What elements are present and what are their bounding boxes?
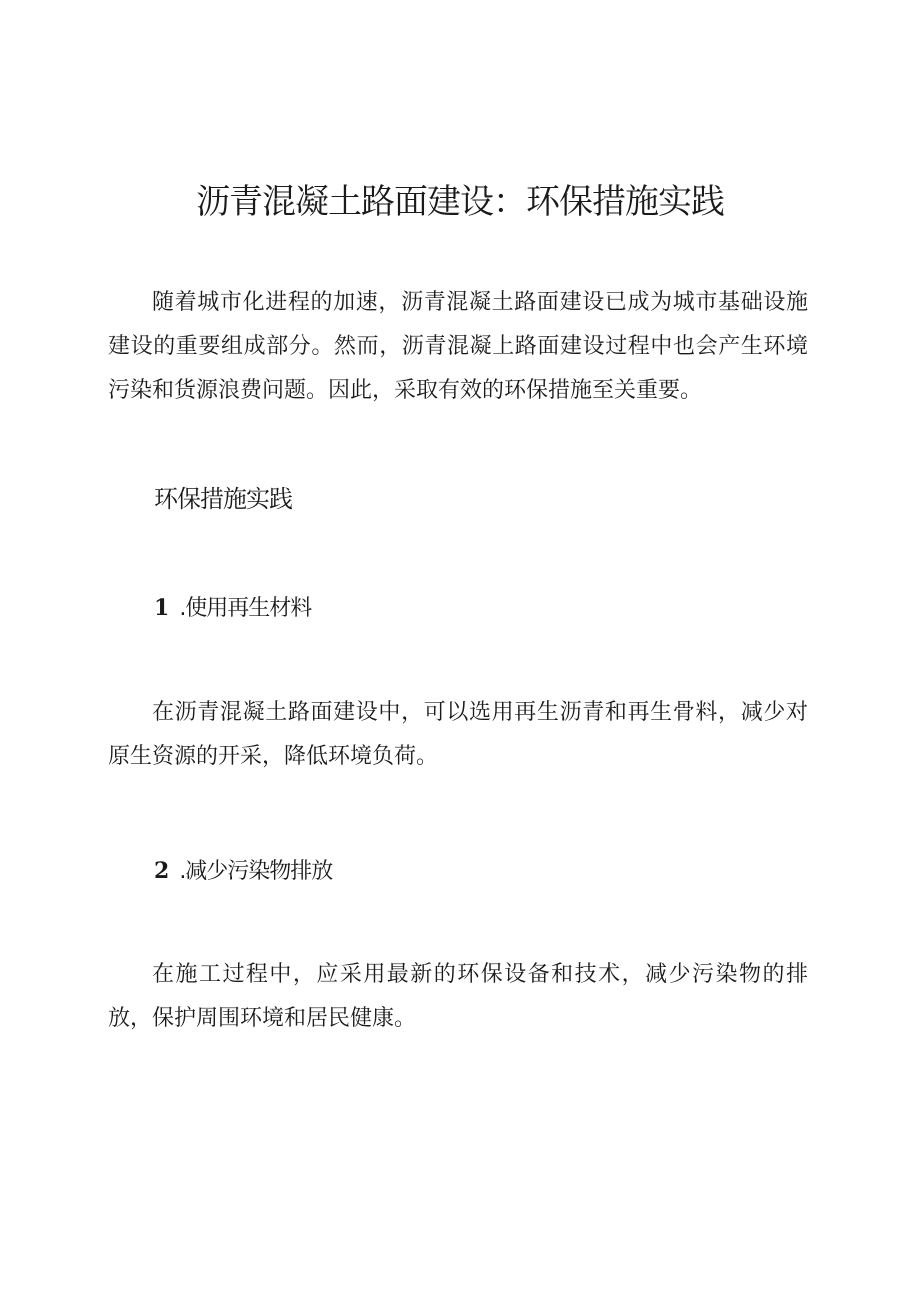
item-number: 1 xyxy=(154,595,170,621)
section-heading: 环保措施实践 xyxy=(154,485,292,513)
item-heading xyxy=(154,855,332,888)
item-heading xyxy=(154,592,311,625)
intro-paragraph: 随着城市化进程的加速，沥青混凝土路面建设已成为城市基础设施建设的重要组成部分。然而，沥青混凝上路面建设过程中也会产生环境污染和货源浪费问题。因此，采取有效的环保措施至关重要。 xyxy=(108,290,808,403)
item-number: 2 xyxy=(154,858,170,884)
item-heading-text: .减少污染物排放 xyxy=(179,859,333,884)
item-body-paragraph: 在施工过程中，应采用最新的环保设备和技术，减少污染物的排放，保护周围环境和居民健康。 xyxy=(108,962,808,1031)
item-heading-text: .使用再生材料 xyxy=(179,596,312,621)
document-title: 沥青混凝土路面建设：环保措施实践 xyxy=(196,182,724,222)
item-body-paragraph: 在沥青混凝土路面建设中，可以选用再生沥青和再生骨料，减少对原生资源的开采，降低环境负荷。 xyxy=(108,700,808,769)
